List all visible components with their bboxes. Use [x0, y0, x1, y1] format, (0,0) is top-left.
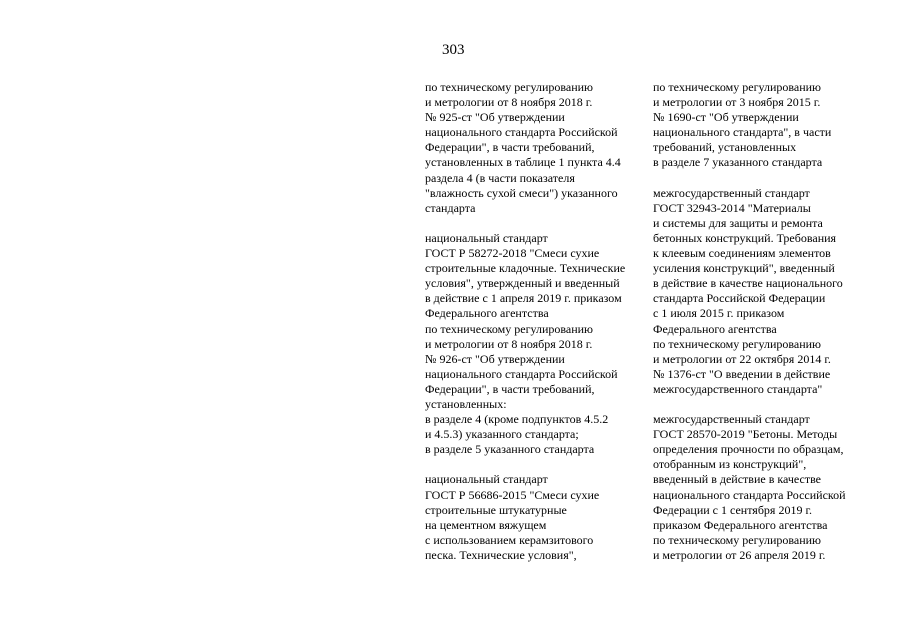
text-line: и системы для защиты и ремонта — [653, 215, 823, 230]
text-line: с использованием керамзитового — [425, 532, 594, 547]
text-line: межгосударственный стандарт — [653, 412, 810, 427]
left-column — [425, 80, 625, 563]
text-line: бетонных конструкций. Требования — [653, 230, 837, 245]
text-line: в разделе 4 (кроме подпунктов 4.5.2 — [425, 412, 609, 427]
text-line: и метрологии от 3 ноября 2015 г. — [653, 95, 821, 110]
text-line: строительные кладочные. Технические — [425, 261, 626, 276]
text-line: в действие в качестве национального — [653, 276, 843, 291]
text-line: по техническому регулированию — [653, 532, 822, 547]
text-line: № 1690-ст "Об утверждении — [653, 110, 799, 125]
text-line: национального стандарта Российской — [653, 487, 846, 502]
text-line: отобранным из конструкций", — [653, 457, 807, 472]
text-line: и метрологии от 26 апреля 2019 г. — [653, 547, 826, 562]
text-line: стандарта Российской Федерации — [653, 291, 826, 306]
text-line: установленных в таблице 1 пункта 4.4 — [425, 155, 621, 170]
text-line: межгосударственного стандарта" — [653, 381, 823, 396]
text-line: национального стандарта", в части — [653, 125, 832, 140]
text-line: условия", утвержденный и введенный — [425, 276, 620, 291]
text-line: национальный стандарт — [425, 472, 548, 487]
text-line: в разделе 5 указанного стандарта — [425, 442, 595, 457]
text-line: по техническому регулированию — [425, 80, 594, 94]
text-line: на цементном вяжущем — [425, 517, 547, 532]
text-line: № 925-ст "Об утверждении — [425, 110, 565, 125]
text-line: по техническому регулированию — [653, 80, 822, 94]
paragraph — [425, 472, 625, 563]
text-line: с 1 июля 2015 г. приказом — [653, 306, 785, 321]
text-line: Федерации", в части требований, — [425, 140, 595, 155]
text-line: установленных: — [425, 396, 507, 411]
text-line: Федерального агентства — [653, 321, 777, 336]
text-line: № 1376-ст "О введении в действие — [653, 366, 831, 381]
text-line: введенный в действие в качестве — [653, 472, 822, 487]
text-line: в действие с 1 апреля 2019 г. приказом — [425, 291, 622, 306]
paragraph — [653, 412, 846, 563]
text-line: раздела 4 (в части показателя — [425, 170, 575, 185]
paragraph — [425, 231, 625, 457]
text-line: "влажность сухой смеси") указанного — [425, 185, 618, 200]
text-line: по техническому регулированию — [653, 336, 822, 351]
text-line: национального стандарта Российской — [425, 125, 618, 140]
text-line: № 926-ст "Об утверждении — [425, 351, 565, 366]
text-line: песка. Технические условия", — [425, 547, 577, 562]
text-line: по техническому регулированию — [425, 321, 594, 336]
text-line: стандарта — [425, 200, 476, 215]
text-line: определения прочности по образцам, — [653, 442, 844, 457]
text-line: Федерации с 1 сентября 2019 г. — [653, 502, 813, 517]
text-line: к клеевым соединениям элементов — [653, 246, 831, 261]
text-line: и метрологии от 8 ноября 2018 г. — [425, 95, 593, 110]
text-line: и метрологии от 8 ноября 2018 г. — [425, 336, 593, 351]
text-line: и метрологии от 22 октября 2014 г. — [653, 351, 831, 366]
text-line: в разделе 7 указанного стандарта — [653, 155, 823, 170]
page-number: 303 — [442, 42, 465, 58]
text-line: усиления конструкций", введенный — [653, 261, 835, 276]
text-line: приказом Федерального агентства — [653, 517, 828, 532]
text-line: Федерации", в части требований, — [425, 381, 595, 396]
right-column — [653, 80, 846, 563]
text-line: межгосударственный стандарт — [653, 185, 810, 200]
paragraph — [653, 80, 846, 171]
text-line: требований, установленных — [653, 140, 797, 155]
paragraph — [653, 186, 846, 397]
text-line: строительные штукатурные — [425, 502, 567, 517]
paragraph — [425, 80, 625, 216]
text-line: Федерального агентства — [425, 306, 549, 321]
text-line: ГОСТ Р 56686-2015 "Смеси сухие — [425, 487, 600, 502]
text-line: национальный стандарт — [425, 230, 548, 245]
text-line: ГОСТ 28570-2019 "Бетоны. Методы — [653, 427, 838, 442]
text-line: ГОСТ 32943-2014 "Материалы — [653, 200, 811, 215]
text-line: ГОСТ Р 58272-2018 "Смеси сухие — [425, 246, 600, 261]
text-line: национального стандарта Российской — [425, 366, 618, 381]
text-line: и 4.5.3) указанного стандарта; — [425, 427, 579, 442]
